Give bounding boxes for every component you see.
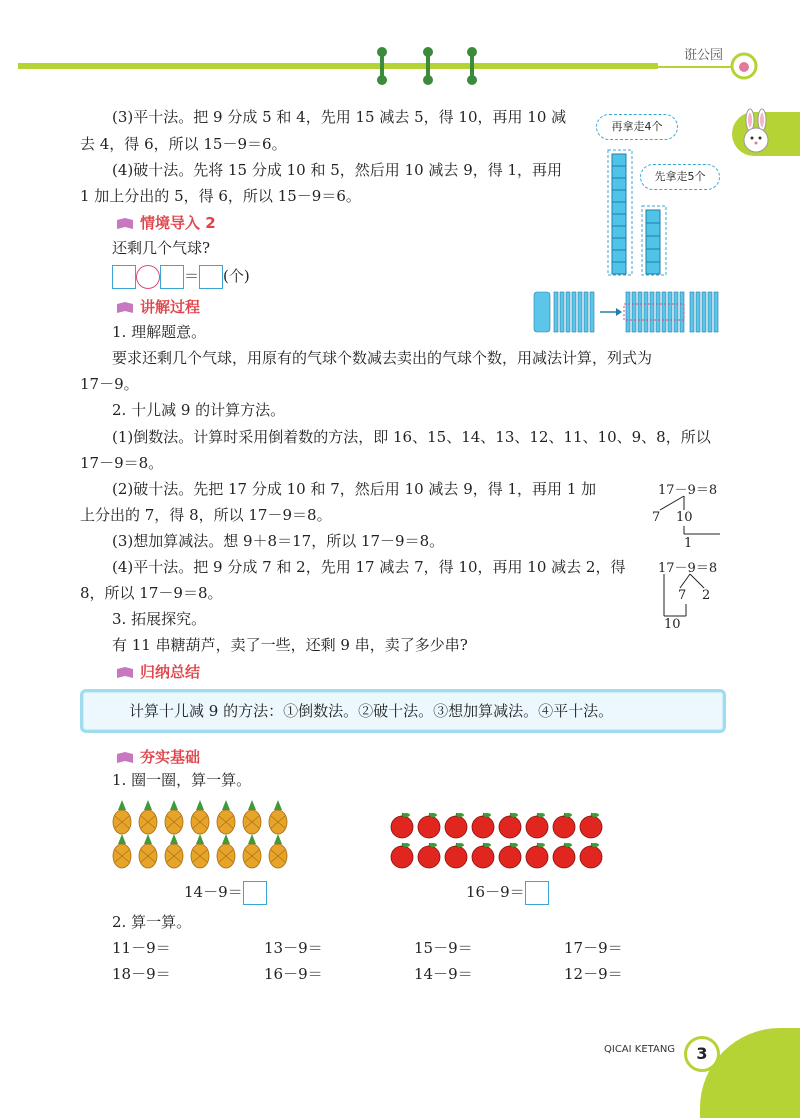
- header-brand: 诳公园: [684, 48, 724, 63]
- pineapples-illustration: [110, 798, 310, 870]
- method-2-line-1: (2)破十法。先把 17 分成 10 和 7，然后用 10 减去 9，得 1，再用 1 加: [112, 480, 597, 498]
- apples-illustration: [386, 810, 606, 872]
- method-4-line-1: (4)平十法。把 9 分成 7 和 2，先用 17 减去 7，得 10，再用 10 减去 2，得: [112, 558, 626, 576]
- diagram-2-result: 10: [664, 617, 681, 632]
- explain-step-1-expr: 17－9。: [80, 375, 139, 393]
- section-heading-explain: 讲解过程: [116, 296, 200, 317]
- practice-row1-item-2: 13－9＝: [264, 939, 323, 957]
- explain-step-1: 1. 理解题意。: [112, 323, 207, 341]
- diagram-1-result: 1: [684, 536, 693, 551]
- speech-bubble-2: 先拿走5个: [640, 164, 720, 190]
- practice-row1-item-1: 11－9＝: [112, 939, 171, 957]
- intro-line-2: 去 4，得 6，所以 15－9＝6。: [80, 135, 287, 153]
- intro-line-1: (3)平十法。把 9 分成 5 和 4，先用 15 减去 5，得 10，再用 10 减: [112, 108, 567, 126]
- practice-row2-item-4: 12－9＝: [564, 965, 623, 983]
- answer-box-3[interactable]: [199, 265, 223, 289]
- explain-step-3-question: 有 11 串糖葫芦，卖了一些，还剩 9 串，卖了多少串?: [112, 636, 468, 654]
- header-bar: [18, 63, 658, 69]
- practice-row2-item-2: 16－9＝: [264, 965, 323, 983]
- method-1-line-1: (1)倒数法。计算时采用倒着数的方法，即 16、15、14、13、12、11、10、9、8，所以: [112, 428, 711, 446]
- book-icon: [116, 665, 134, 678]
- practice-eq1: 14－9＝: [184, 880, 267, 905]
- method-1-line-2: 17－9＝8。: [80, 454, 164, 472]
- intro-line-3: (4)破十法。先将 15 分成 10 和 5，然后用 10 减去 9，得 1，再用: [112, 161, 563, 179]
- practice-row2-item-1: 18－9＝: [112, 965, 171, 983]
- scenario-question: 还剩几个气球?: [112, 239, 211, 257]
- book-icon: [116, 750, 134, 763]
- diagram-2-part-b: 2: [702, 588, 711, 603]
- answer-equation: ＝ (个): [112, 264, 250, 289]
- book-icon: [116, 216, 134, 229]
- operator-circle[interactable]: [136, 265, 160, 289]
- practice-q2: 2. 算一算。: [112, 913, 192, 931]
- method-2-line-2: 上分出的 7，得 8，所以 17－9＝8。: [80, 506, 332, 524]
- method-3-line: (3)想加算减法。想 9＋8＝17，所以 17－9＝8。: [112, 532, 445, 550]
- cube-towers-illustration: [598, 138, 678, 278]
- practice-row1-item-3: 15－9＝: [414, 939, 473, 957]
- method-4-line-2: 8，所以 17－9＝8。: [80, 584, 223, 602]
- summary-text: 计算十儿减 9 的方法：①倒数法。②破十法。③想加算减法。④平十法。: [129, 702, 614, 720]
- intro-line-4: 1 加上分出的 5，得 6，所以 15－9＝6。: [80, 187, 361, 205]
- practice-row1-item-4: 17－9＝: [564, 939, 623, 957]
- practice-eq2-answer[interactable]: [525, 881, 549, 905]
- sticks-illustration: [530, 288, 726, 338]
- diagram-1-equation: 17－9＝8: [658, 483, 718, 498]
- binder-rings-icon: [368, 44, 488, 88]
- diagram-2-lines: [650, 572, 730, 628]
- speech-bubble-1: 再拿走4个: [596, 114, 678, 140]
- header-bar-right: [655, 66, 735, 68]
- diagram-2-part-a: 7: [678, 588, 687, 603]
- section-heading-scenario: 情境导入 2: [116, 212, 216, 233]
- explain-step-2: 2. 十儿减 9 的计算方法。: [112, 401, 286, 419]
- section-heading-practice: 夯实基础: [116, 746, 200, 767]
- answer-box-1[interactable]: [112, 265, 136, 289]
- section-heading-summary: 归纳总结: [116, 661, 200, 682]
- diagram-2-equation: 17－9＝8: [658, 561, 718, 576]
- footer-label: QICAI KETANG: [604, 1044, 676, 1055]
- mascot-badge-icon: [730, 52, 758, 80]
- answer-box-2[interactable]: [160, 265, 184, 289]
- book-icon: [116, 300, 134, 313]
- practice-q1: 1. 圈一圈，算一算。: [112, 771, 252, 789]
- explain-step-3: 3. 拓展探究。: [112, 610, 207, 628]
- practice-row2-item-3: 14－9＝: [414, 965, 473, 983]
- summary-box: [80, 689, 726, 733]
- diagram-1-part-a: 7: [652, 510, 661, 525]
- diagram-1-part-b: 10: [676, 510, 693, 525]
- practice-eq1-answer[interactable]: [243, 881, 267, 905]
- page-number: 3: [684, 1036, 720, 1072]
- explain-step-1-detail: 要求还剩几个气球，用原有的气球个数减去卖出的气球个数，用减法计算，列式为: [112, 349, 653, 367]
- bunny-icon: [736, 108, 776, 158]
- practice-eq2: 16－9＝: [466, 880, 549, 905]
